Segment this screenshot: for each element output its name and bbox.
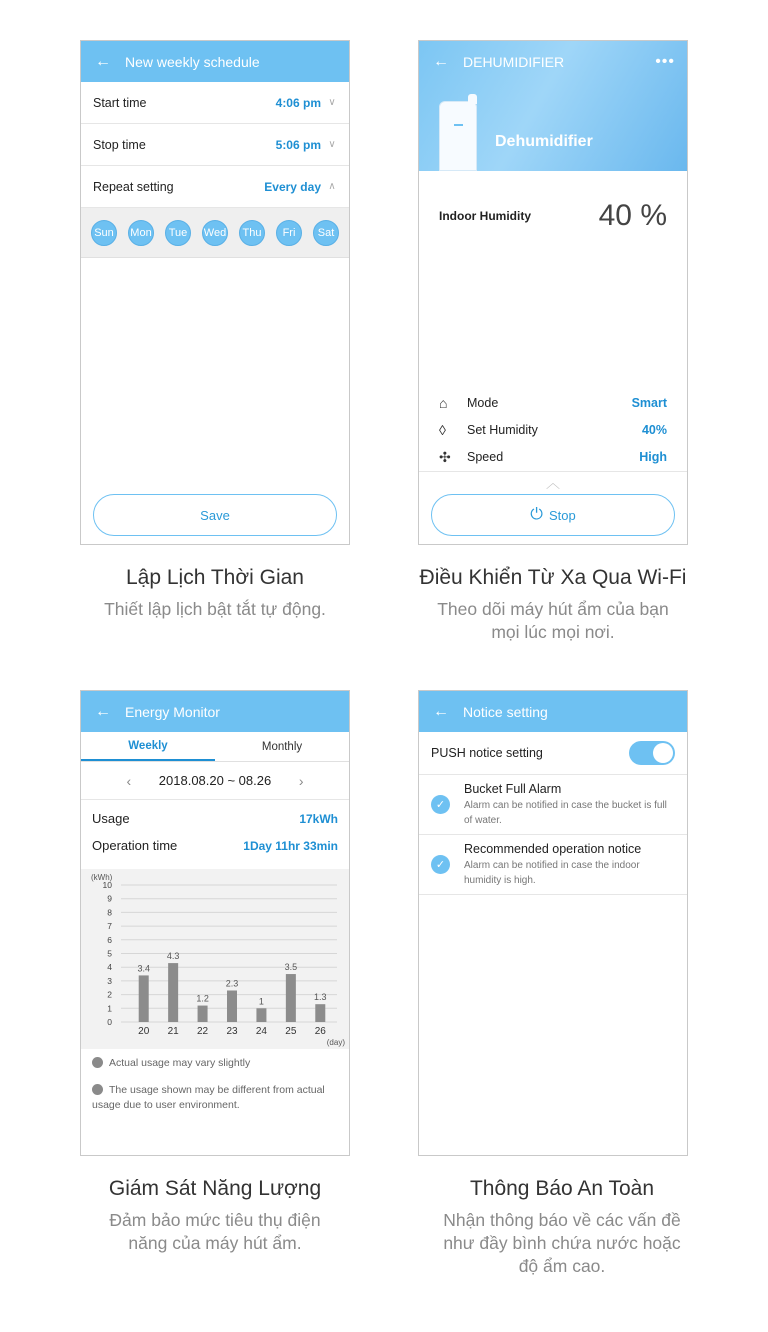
caption-subtitle-line1: Đảm bảo mức tiêu thụ điện (109, 1210, 321, 1230)
bar (315, 1004, 325, 1022)
toggle-knob (653, 743, 673, 763)
device-name: Dehumidifier (495, 133, 593, 150)
bar-value-label: 3.4 (137, 963, 150, 974)
stop-button[interactable] (431, 494, 675, 536)
usage-row (81, 805, 349, 832)
dehumidifier-device-icon (439, 101, 477, 171)
speed-row[interactable] (439, 446, 667, 468)
stop-time-row[interactable] (81, 124, 349, 166)
caption-subtitle-line2: như đầy bình chứa nước hoặc (443, 1233, 681, 1253)
mode-icon: ⌂ (439, 395, 448, 411)
caption-subtitle-line1: Theo dõi máy hút ẩm của bạn (437, 599, 669, 619)
y-tick-label: 2 (107, 989, 112, 1000)
start-time-value: 4:06 pm (275, 95, 321, 110)
period-tabs (81, 732, 349, 762)
caption-title: Điều Khiển Từ Xa Qua Wi-Fi (419, 566, 687, 589)
page-title: Energy Monitor (125, 703, 220, 720)
bar (198, 1006, 208, 1022)
back-arrow-icon[interactable]: ← (95, 702, 111, 720)
power-icon: ⏻ (530, 506, 543, 523)
y-tick-label: 3 (107, 975, 112, 986)
chevron-down-icon: ∨ (328, 97, 336, 108)
mode-value: Smart (631, 396, 667, 410)
speed-label: Speed (467, 450, 504, 464)
stop-time-label: Stop time (93, 137, 146, 152)
wifi-caption (383, 566, 723, 644)
day-selector (81, 208, 349, 258)
note-environment (92, 1083, 338, 1113)
push-notice-label: PUSH notice setting (431, 746, 543, 760)
y-tick-label: 8 (107, 907, 112, 918)
mode-label: Mode (467, 396, 499, 410)
y-tick-label: 6 (107, 934, 112, 945)
device-indicator (454, 124, 463, 126)
push-notice-toggle[interactable] (629, 741, 675, 765)
divider (419, 471, 687, 472)
schedule-screen (80, 40, 350, 545)
bucket-full-title: Bucket Full Alarm (464, 782, 562, 796)
bucket-full-desc: Alarm can be notified in case the bucket is full of water. (464, 800, 667, 826)
repeat-setting-label: Repeat setting (93, 179, 174, 194)
bar-value-label: 4.3 (166, 951, 180, 962)
repeat-setting-row[interactable] (81, 166, 349, 208)
caption-subtitle-line3: độ ẩm cao. (518, 1256, 606, 1276)
set-humidity-value: 40% (641, 423, 667, 437)
schedule-header (81, 41, 349, 82)
stop-time-value: 5:06 pm (275, 137, 321, 152)
caption-subtitle: Thiết lập lịch bật tắt tự động. (104, 599, 326, 619)
bar (286, 974, 296, 1022)
x-tick-label: 23 (226, 1026, 238, 1037)
page-title: DEHUMIDIFIER (463, 53, 565, 70)
tab-weekly[interactable]: Weekly (81, 732, 215, 761)
page-title: Notice setting (463, 703, 548, 720)
info-bubble-icon (92, 1057, 103, 1068)
energy-header (81, 691, 349, 732)
device-handle (468, 94, 477, 104)
y-tick-label: 9 (107, 893, 112, 904)
usage-bar-chart (81, 869, 349, 1049)
bucket-full-row[interactable] (419, 775, 687, 835)
start-time-label: Start time (93, 95, 147, 110)
set-humidity-label: Set Humidity (467, 423, 538, 437)
dehumidifier-header (419, 41, 687, 82)
bar-value-label: 1 (258, 996, 264, 1007)
day-sun[interactable]: Sun (91, 220, 117, 246)
operation-time-value: 1Day 11hr 33min (243, 838, 338, 853)
y-tick-label: 0 (107, 1017, 112, 1027)
y-axis-label: (kWh) (91, 873, 113, 882)
fan-icon: ✣ (439, 448, 451, 465)
mode-row[interactable] (439, 392, 667, 414)
humidity-icon: ◊ (439, 422, 446, 438)
back-arrow-icon[interactable]: ← (433, 52, 449, 70)
device-hero (419, 41, 687, 171)
schedule-caption (45, 566, 385, 621)
recommended-operation-title: Recommended operation notice (464, 842, 642, 856)
back-arrow-icon[interactable]: ← (95, 52, 111, 70)
y-tick-label: 7 (107, 921, 112, 932)
day-mon[interactable]: Mon (128, 220, 154, 246)
date-range: 2018.08.20 ~ 08.26 (158, 773, 272, 788)
notice-header (419, 691, 687, 732)
x-tick-label: 21 (167, 1026, 179, 1037)
note-text: Actual usage may vary slightly (109, 1057, 251, 1069)
day-wed[interactable]: Wed (202, 220, 228, 246)
y-tick-label: 10 (102, 880, 112, 890)
y-tick-label: 5 (107, 948, 112, 959)
recommended-operation-desc: Alarm can be notified in case the indoor humidity is high. (464, 860, 640, 886)
caption-subtitle-line2: năng của máy hút ẩm. (128, 1233, 302, 1253)
checkmark-icon[interactable]: ✓ (431, 795, 450, 814)
info-bubble-icon (92, 1084, 103, 1095)
operation-time-row (81, 832, 349, 859)
expand-icon[interactable]: ︿ (546, 475, 560, 491)
dehumidifier-screen (418, 40, 688, 545)
usage-label: Usage (92, 811, 130, 826)
caption-subtitle (392, 1209, 732, 1278)
operation-time-label: Operation time (92, 838, 178, 853)
chevron-down-icon: ∨ (328, 139, 336, 150)
bar (227, 990, 237, 1022)
recommended-operation-row[interactable] (419, 835, 687, 895)
set-humidity-row[interactable] (439, 419, 667, 441)
start-time-row[interactable] (81, 82, 349, 124)
more-options-icon[interactable]: ••• (655, 52, 675, 70)
chevron-left-icon[interactable]: ‹ (126, 772, 132, 789)
caption-subtitle-line1: Nhận thông báo về các vấn đề (443, 1210, 681, 1230)
note-text: The usage shown may be different from actual usage due to user environment. (92, 1084, 325, 1111)
indoor-humidity-label: Indoor Humidity (439, 209, 531, 223)
caption-subtitle (383, 598, 723, 644)
bar-value-label: 1.3 (314, 992, 327, 1003)
page-title: New weekly schedule (125, 53, 260, 70)
chevron-up-icon: ∧ (328, 181, 336, 192)
speed-value: High (639, 450, 667, 464)
bar (168, 963, 178, 1022)
energy-screen (80, 690, 350, 1156)
day-sat[interactable]: Sat (313, 220, 339, 246)
energy-caption (45, 1177, 385, 1255)
x-tick-label: 25 (285, 1026, 297, 1037)
x-axis-label: (day) (326, 1038, 345, 1047)
caption-title: Thông Báo An Toàn (469, 1177, 655, 1200)
x-tick-label: 26 (314, 1026, 326, 1037)
caption-subtitle-line2: mọi lúc mọi nơi. (491, 622, 615, 642)
y-tick-label: 4 (107, 962, 112, 973)
notice-screen (418, 690, 688, 1156)
back-arrow-icon[interactable]: ← (433, 702, 449, 720)
bar-value-label: 3.5 (284, 962, 298, 973)
bar (256, 1008, 266, 1022)
tab-monthly[interactable]: Monthly (261, 740, 303, 753)
x-tick-label: 20 (138, 1026, 150, 1037)
usage-chart-area (81, 869, 349, 1049)
notice-caption (392, 1177, 732, 1278)
caption-subtitle (45, 1209, 385, 1255)
caption-title: Giám Sát Năng Lượng (108, 1177, 322, 1200)
note-actual-usage (92, 1056, 338, 1071)
date-navigator (81, 762, 349, 800)
save-button[interactable]: Save (93, 494, 337, 536)
x-tick-label: 22 (197, 1026, 209, 1037)
repeat-setting-value: Every day (264, 179, 321, 194)
caption-title: Lập Lịch Thời Gian (126, 566, 304, 589)
indoor-humidity-value: 40 % (598, 199, 667, 232)
day-thu[interactable]: Thu (239, 220, 265, 246)
bar-value-label: 1.2 (196, 993, 209, 1004)
chevron-right-icon[interactable]: › (298, 772, 304, 789)
stop-label: Stop (548, 507, 576, 523)
bar (139, 975, 149, 1022)
checkmark-icon[interactable]: ✓ (431, 855, 450, 874)
y-tick-label: 1 (107, 1003, 112, 1014)
push-notice-row (419, 732, 687, 775)
day-tue[interactable]: Tue (165, 220, 191, 246)
day-fri[interactable]: Fri (276, 220, 302, 246)
bar-value-label: 2.3 (225, 978, 239, 989)
x-tick-label: 24 (255, 1026, 267, 1037)
usage-value: 17kWh (299, 811, 338, 826)
